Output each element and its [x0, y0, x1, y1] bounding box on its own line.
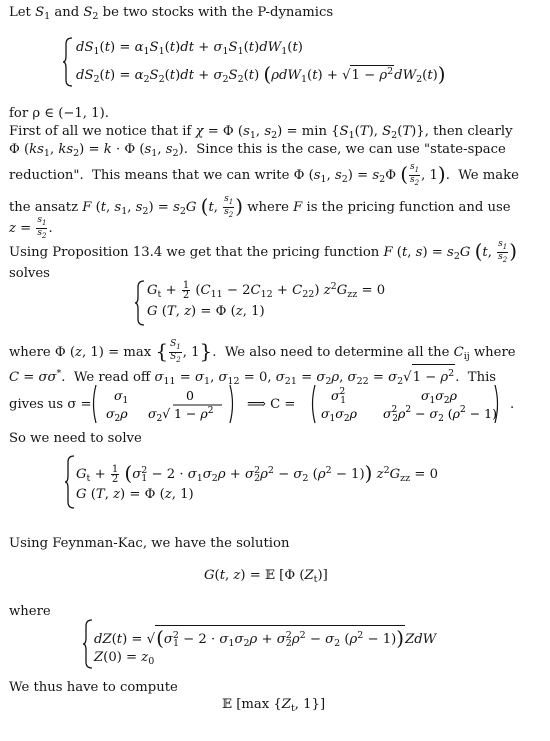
- paragraph-line: First of all we notice that if χ = Φ ($s_1$, $s_2) = \min \{S_1(T)$, $S_2(T)$}, then clearly: [9, 124, 513, 141]
- paragraph-line: where: [9, 604, 51, 619]
- svg-text:σ2√: $\sigma_2√$: [148, 406, 171, 424]
- pde-equation-expanded: $G_t$ + $\frac{1}{2}$ ($\sigma^2_1 - 2 \cdot \sigma_1\sigma_2\rho + \sigma^2_2\rho^2 - \sigma_2$ $(\rho^2 - 1)$) $z^2G_{zz} = 0$: [76, 461, 438, 485]
- svg-text:σ1σ2ρ: $\sigma_1\sigma_2\rho$: [421, 388, 457, 406]
- c-matrix: [309, 384, 509, 424]
- terminal-condition-2: G (T, z) = Φ (z, 1): [76, 487, 194, 502]
- svg-text:σ1: $\sigma_1$: [114, 388, 129, 406]
- implies-c: ⟹ C =: [247, 397, 296, 412]
- left-brace: [62, 37, 74, 87]
- period: .: [510, 397, 515, 412]
- paragraph-line: We thus have to compute: [9, 680, 178, 695]
- pde-equation: $G_t$ + $\frac{1}{2}$ $(C_{11} - 2C_{12} + C_{22}) z^2G_{zz} = 0$: [147, 280, 386, 301]
- sde-s1: $dS_1(t) = \alpha_1S_1(t)dt + \sigma_1S_1(t)dW_1(t)$: [76, 40, 303, 57]
- left-brace: [64, 455, 76, 509]
- paragraph-line: C = σσ*. We read off $\sigma_{11} = \sigma_1$, $\sigma_{12} = 0$, $\sigma_{21} = \sigma_2\rho$, $\sigma_{22} = \sigma_2√1 - \rho^2$. This: [9, 364, 534, 391]
- svg-text:σ1σ2ρ: $\sigma_1\sigma_2\rho$: [321, 406, 357, 424]
- sde-s2: $dS_2(t) = \alpha_2S_2(t)dt + \sigma_2S_2(t) (\rho dW_1(t) + √1 - \rho^2dW_2(t))$: [76, 62, 446, 86]
- sigma-matrix: [90, 384, 240, 424]
- svg-text:σ21: $\sigma^2$ 1: [331, 387, 347, 406]
- feynman-kac-solution: G(t, z) = 𝔼 [Φ $(Z_t)$]: [204, 568, 328, 585]
- svg-text:σ2ρ: $\sigma_2\rho$: [106, 406, 128, 424]
- sde-z: $dZ(t) = √(\sigma^2_1 - 2 \cdot \sigma_1\sigma_2\rho + \sigma^2_2\rho^2 - \sigma_2$ $(\rho^2 - 1))ZdW$: [94, 626, 437, 650]
- paragraph-line: solves: [9, 266, 50, 281]
- paragraph-line: z = $\frac{s_1}{s_2}$ .: [9, 215, 53, 240]
- paragraph-line: where Φ (z, 1) = max { $\frac{S_1}{S_2}$ , 1}. We also need to determine all the $C_{ij}$ where: [9, 338, 516, 364]
- paragraph-line: Φ ($ks_1$, $ks_2) = k \cdot \Phi$ ($s_1$, $s_2$). Since this is the case, we can use "state-space: [9, 142, 506, 159]
- paragraph-line: reduction". This means that we can write Φ ($s_1$, $s_2) = s_2\Phi$ ( $\frac{s_1}{s_2}$ , 1). We make: [9, 161, 519, 187]
- svg-text:1 − ρ2: $1 - \rho^2$: [174, 406, 214, 421]
- rho-range: for ρ ∈ (−1, 1).: [9, 106, 109, 121]
- expectation-max: 𝔼 [max {$Z_t$, 1}]: [222, 697, 326, 714]
- paragraph-line: Using Proposition 13.4 we get that the pricing function F (t, $s) = s_2G$ (t, $\frac{s_1}{s_2}$ ): [9, 238, 518, 264]
- intro-line: Let $S_1$ and $S_2$ be two stocks with the P-dynamics: [9, 5, 334, 22]
- svg-text:σ22ρ2 − σ2 (ρ2 − 1): $\sigma^2$ $2\rho^2 - \sigma_2$ $(\rho^2 - 1)$: [383, 405, 498, 424]
- left-brace: [82, 619, 94, 669]
- left-brace: [134, 280, 146, 326]
- paragraph-line: So we need to solve: [9, 431, 142, 446]
- terminal-condition: G (T, z) = Φ (z, 1): [147, 304, 265, 319]
- initial-condition: $Z(0) = z_0$: [94, 650, 155, 667]
- svg-text:0: 0: [186, 388, 194, 403]
- paragraph-line: the ansatz F (t, $s_1$, $s_2) = s_2G$ (t, $\frac{s_1}{s_2}$ ) where F is the pricing function and use: [9, 193, 511, 219]
- paragraph-line: Using Feynman-Kac, we have the solution: [9, 536, 290, 551]
- sigma-label: gives us σ =: [9, 397, 92, 412]
